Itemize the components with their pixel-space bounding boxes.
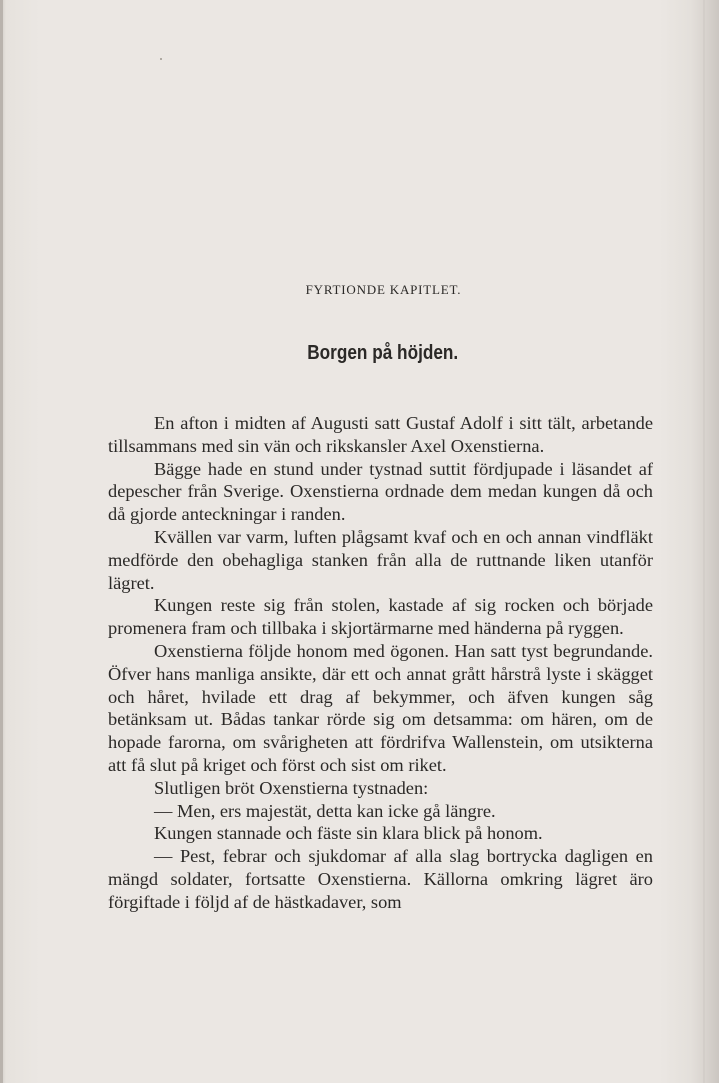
paragraph: Kungen stannade och fäste sin klara blick på honom.: [154, 823, 543, 844]
paragraph: Bägge hade en stund under tystnad suttit fördjupade i läsandet af depescher från Sverige. Oxenstierna ordnade dem medan kungen då och då gjorde anteckningar i randen.: [108, 458, 653, 525]
paragraph: — Pest, febrar och sjukdomar af alla slag bortrycka dagligen en mängd soldater, fortsatte Oxenstierna. Källorna omkring lägret äro förgiftade i följd af de hästkadaver, som: [108, 846, 653, 912]
paragraph: En afton i midten af Augusti satt Gustaf Adolf i sitt tält, arbetande tillsammans med sin vän och rikskansler Axel Oxenstierna.: [108, 413, 653, 456]
paragraph: — Men, ers majestät, detta kan icke gå längre.: [154, 800, 496, 821]
chapter-title: Borgen på höjden.: [307, 342, 459, 364]
paragraph: Kvällen var varm, luften plågsamt kvaf och en och annan vindfläkt medförde den obehagliga stanken från alla de ruttnande liken utanför lägret.: [108, 526, 653, 593]
paragraph: Slutligen bröt Oxenstierna tystnaden:: [154, 777, 429, 798]
page-edge-left: [0, 0, 3, 1083]
chapter-heading: FYRTIONDE KAPITLET.: [305, 282, 462, 297]
paper-speck: [160, 58, 162, 60]
page-edge-right: [703, 0, 705, 1083]
paragraph: Oxenstierna följde honom med ögonen. Han satt tyst begrundande. Öfver hans manliga ansikte, där ett och annat grått hårstrå lyste i skägget och håret, hvilade ett drag af bekymmer, och äfven kungen såg betänksam ut. Bådas tankar rörde sig om detsamma: om hären, om de hopade farorna, om svårigheten att fördrifva Wallenstein, om utsikterna att få slut på kriget och först och sist om riket.: [108, 640, 653, 775]
body-text: [108, 412, 653, 914]
paragraph: Kungen reste sig från stolen, kastade af sig rocken och började promenera fram och tillbaka i skjortärmarne med händerna på ryggen.: [108, 595, 653, 639]
